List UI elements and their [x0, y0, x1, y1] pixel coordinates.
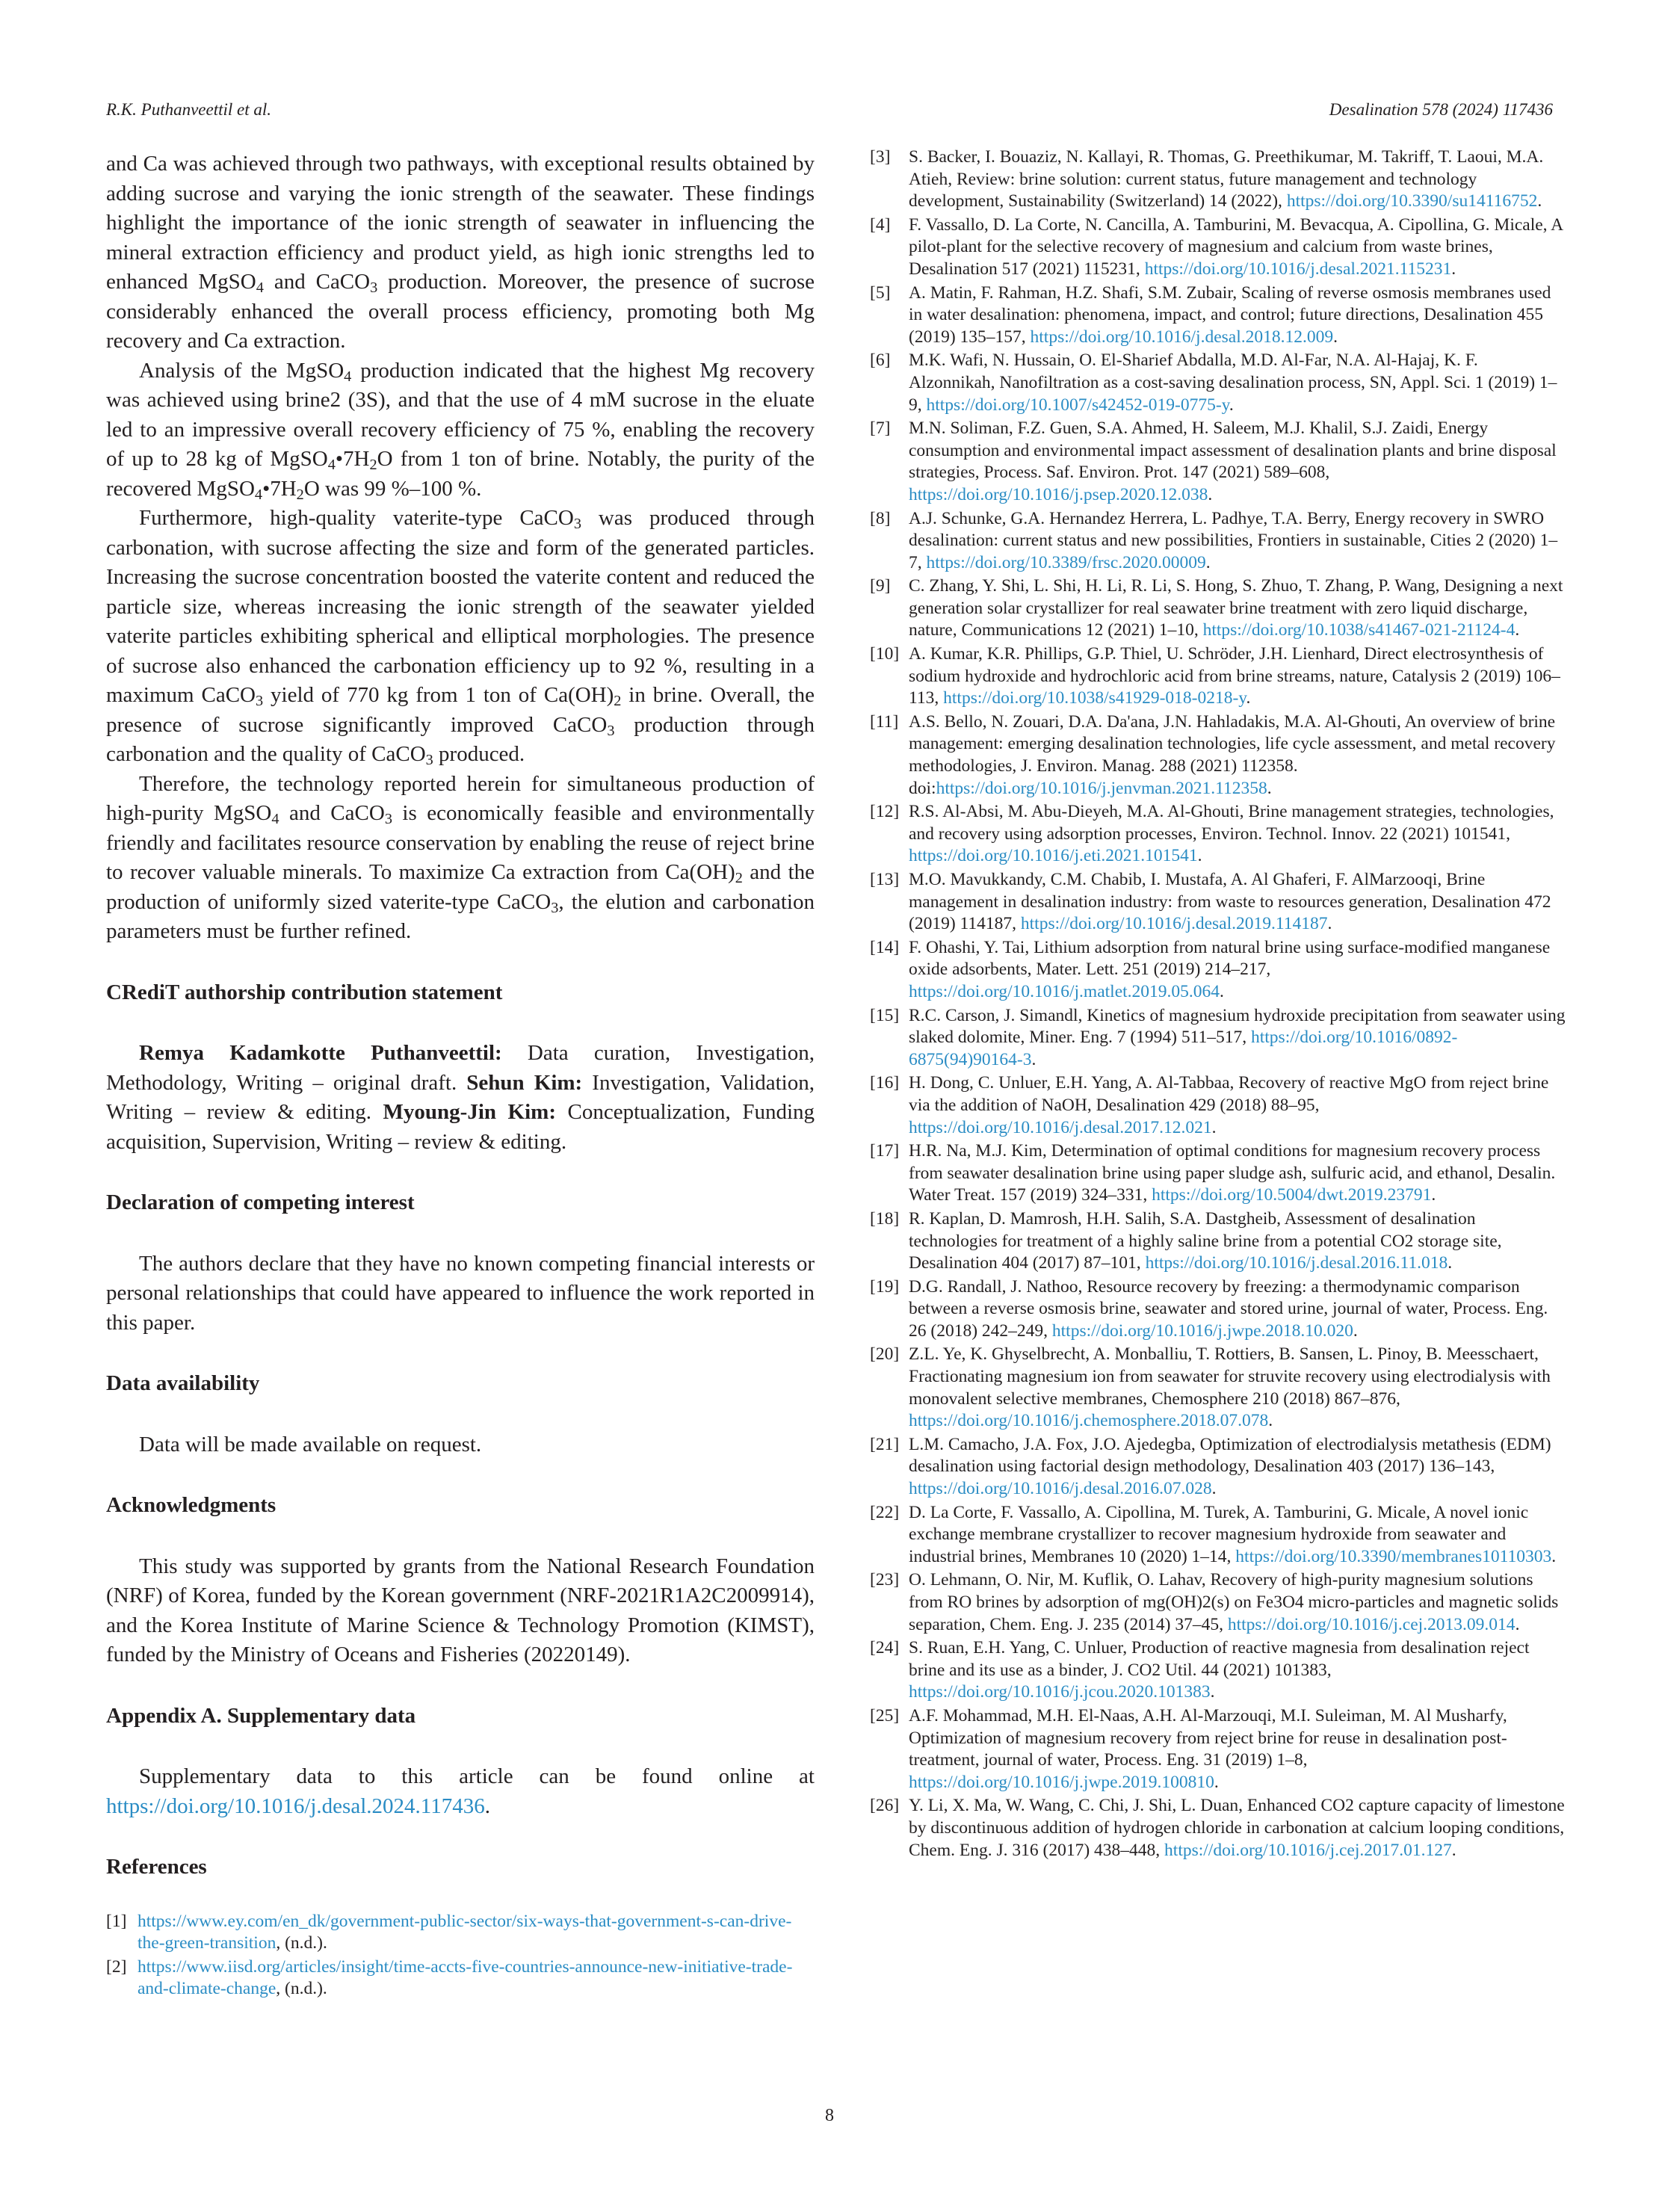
reference-number: [2] [106, 1956, 127, 1977]
reference-item [870, 1140, 1566, 1207]
reference-end: . [1327, 914, 1332, 934]
reference-end: , (n.d.). [276, 1979, 327, 1999]
conclusion-paragraph-3: Furthermore, high-quality vaterite-type CaCO$_3$ was produced through carbonation, with sucrose affecting the size and form of the generated particles. Increasing the sucrose concentration boosted the vaterite content and reduced the particle size, whereas increasing the ionic strength of the seawater yielded vaterite particles exhibiting spherical and elliptical morphologies. The presence of sucrose also enhanced the carbonation efficiency up to 92 %, resulting in a maximum CaCO$_3$ yield of 770 kg from 1 ton of $Ca(OH)_2$ in brine. Overall, the presence of sucrose significantly improved CaCO$_3$ production through carbonation and the quality of CaCO$_3$ produced. [106, 506, 815, 769]
reference-number: [3] [870, 147, 891, 167]
reference-link[interactable]: https://doi.org/10.1016/j.desal.2016.11.018 [1145, 1253, 1448, 1273]
reference-item [870, 1795, 1566, 1862]
reference-number: [16] [870, 1073, 900, 1093]
reference-text: S. Ruan, E.H. Yang, C. Unluer, Production of reactive magnesia from desalination reject brine and its use as a binder, J. CO2 Util. 44 (2021) 101383, [909, 1638, 1530, 1680]
reference-link[interactable]: https://doi.org/10.1016/j.chemosphere.2018.07.078 [909, 1411, 1269, 1431]
reference-text: R.S. Al-Absi, M. Abu-Dieyeh, M.A. Al-Ghouti, Brine management strategies, technologies, and recovery using adsorption processes, Environ. Technol. Innov. 22 (2021) 101541, [909, 802, 1554, 844]
reference-number: [18] [870, 1208, 900, 1229]
competing-interest-heading: Declaration of competing interest [106, 1190, 415, 1214]
reference-end: . [1197, 846, 1202, 866]
reference-link[interactable]: https://doi.org/10.1016/j.desal.2016.07.028 [909, 1479, 1212, 1499]
reference-number: [20] [870, 1344, 900, 1365]
reference-item [870, 1434, 1566, 1501]
reference-number: [10] [870, 644, 900, 664]
reference-number: [9] [870, 576, 891, 596]
reference-text: D. La Corte, F. Vassallo, A. Cipollina, M. Turek, A. Tamburini, G. Micale, A novel ionic exchange membrane crystallizer to recover magnesium hydroxide from seawater and industrial brines, Membranes 10 (2020) 1–14, [909, 1502, 1529, 1566]
data-availability-text: Data will be made available on request. [139, 1432, 482, 1456]
reference-number: [11] [870, 711, 899, 732]
reference-link[interactable]: https://doi.org/10.1007/s42452-019-0775-y [926, 395, 1229, 415]
reference-link[interactable]: https://doi.org/10.1016/j.psep.2020.12.038 [909, 484, 1208, 504]
reference-link[interactable]: https://doi.org/10.1038/s41929-018-0218-y [943, 688, 1246, 708]
reference-text: F. Vassallo, D. La Corte, N. Cancilla, A. Tamburini, M. Bevacqua, A. Cipollina, G. Micale, A pilot-plant for the selective recovery of magnesium and calcium from waste brines, Desalination 517 (2021) 115231, [909, 214, 1563, 279]
reference-number: [19] [870, 1276, 900, 1297]
reference-number: [7] [870, 418, 891, 439]
left-column [106, 149, 815, 2002]
reference-number: [5] [870, 282, 891, 303]
reference-text: Y. Li, X. Ma, W. Wang, C. Chi, J. Shi, L. Duan, Enhanced CO2 capture capacity of limestone by discontinuous addition of hydrogen chloride in carbonation at calcium looping conditions, Chem. Eng. J. 316 (2017) 438–448, [909, 1796, 1565, 1860]
reference-link[interactable]: https://doi.org/10.3389/frsc.2020.00009 [926, 552, 1206, 572]
reference-link[interactable]: https://doi.org/10.1016/j.cej.2013.09.014 [1227, 1614, 1516, 1634]
data-availability-heading: Data availability [106, 1371, 260, 1395]
reference-end: . [1451, 1840, 1456, 1860]
reference-end: . [1551, 1546, 1557, 1566]
reference-link[interactable]: https://doi.org/10.3390/su14116752 [1286, 191, 1538, 211]
reference-item [870, 350, 1566, 416]
reference-item [870, 711, 1566, 800]
reference-item [870, 1208, 1566, 1275]
reference-link[interactable]: https://doi.org/10.1016/j.jcou.2020.101383 [909, 1682, 1211, 1702]
reference-end: . [1205, 552, 1211, 572]
reference-text: F. Ohashi, Y. Tai, Lithium adsorption from natural brine using surface-modified manganese oxide adsorbents, Mater. Lett. 251 (2019) 214–217, [909, 937, 1551, 980]
reference-text: A. Kumar, K.R. Phillips, G.P. Thiel, U. Schröder, J.H. Lienhard, Direct electrosynthesis of sodium hydroxide and hydrochloric acid from brine streams, nature, Catalysis 2 (2019) 106–113, [909, 644, 1560, 708]
reference-text: M.N. Soliman, F.Z. Guen, S.A. Ahmed, H. Saleem, M.J. Khalil, S.J. Zaidi, Energy consumption and environmental impact assessment of desalination plants and brine disposal strategies, Process. Saf. Environ. Prot. 147 (2021) 589–608, [909, 418, 1557, 483]
reference-end: . [1208, 484, 1213, 504]
running-header-journal: Desalination 578 (2024) 117436 [1329, 100, 1553, 119]
reference-end: . [1211, 1479, 1217, 1499]
reference-item [870, 508, 1566, 575]
reference-link[interactable]: https://doi.org/10.1016/j.jwpe.2018.10.020 [1051, 1320, 1353, 1341]
reference-item [870, 869, 1566, 936]
reference-number: [12] [870, 802, 900, 822]
reference-end: . [1031, 1049, 1037, 1069]
reference-item [870, 418, 1566, 506]
reference-item [870, 801, 1566, 868]
reference-text: R.C. Carson, J. Simandl, Kinetics of magnesium hydroxide precipitation from seawater using slaked dolomite, Miner. Eng. 7 (1994) 511–517, [909, 1005, 1566, 1048]
reference-link[interactable]: https://doi.org/10.1038/s41467-021-21124-4 [1202, 620, 1516, 640]
reference-item [870, 1344, 1566, 1432]
reference-item [870, 1569, 1566, 1636]
reference-link[interactable]: https://doi.org/10.3390/membranes10110303 [1235, 1546, 1552, 1566]
page-number: 8 [825, 2106, 834, 2125]
reference-end: . [1220, 981, 1224, 1001]
reference-end: . [1431, 1185, 1436, 1205]
reference-text: R. Kaplan, D. Mamrosh, H.H. Salih, S.A. Dastgheib, Assessment of desalination technologies for treatment of a highly saline brine from a potential CO2 storage site, Desalination 404 (2017) 87–101, [909, 1208, 1502, 1273]
reference-text: A.F. Mohammad, M.H. El-Naas, A.H. Al-Marzouqi, M.I. Suleiman, M. Al Musharfy, Optimization of magnesium recovery from reject brine for reuse in desalination post-treatment, journal of water, Process. Eng. 31 (2019) 1–8, [909, 1705, 1507, 1770]
conclusion-paragraph-4: Therefore, the technology reported herein for simultaneous production of high-purity MgSO$_4$ and CaCO$_3$ is economically feasible and environmentally friendly and facilitates resource conservation by enabling the reuse of reject brine to recover valuable minerals. To maximize Ca extraction from $Ca(OH)_2$ and the production of uniformly sized vaterite-type CaCO$_3$, the elution and carbonation parameters must be further refined. [106, 771, 815, 943]
reference-end: , (n.d.). [276, 1933, 327, 1953]
running-header-authors: R.K. Puthanveettil et al. [106, 100, 272, 119]
right-column [870, 146, 1566, 1863]
reference-item [870, 575, 1566, 642]
reference-number: [14] [870, 937, 900, 957]
conclusion-paragraph-2: Analysis of the MgSO$_4$ production indicated that the highest Mg recovery was achieved using brine2 (3S), and that the use of 4 mM sucrose in the eluate led to an impressive overall recovery efficiency of 75 %, enabling the recovery of up to 28 kg of $MgSO_4•7H_2O$ from 1 ton of brine. Notably, the purity of the recovered $MgSO_4•7H_2O$ was 99 %–100 %. [106, 358, 815, 503]
reference-end: . [1451, 259, 1456, 279]
reference-number: [4] [870, 214, 891, 235]
reference-item [870, 1502, 1566, 1569]
reference-link[interactable]: https://doi.org/10.5004/dwt.2019.23791 [1152, 1185, 1432, 1205]
reference-text: A.J. Schunke, G.A. Hernandez Herrera, L. Padhye, T.A. Berry, Energy recovery in SWRO desalination: current status and new possibilities, Frontiers in sustainable, Cities 2 (2020) 1–7, [909, 508, 1558, 572]
reference-item [870, 282, 1566, 349]
reference-end: . [1448, 1253, 1453, 1273]
reference-link[interactable]: https://doi.org/10.1016/j.desal.2019.114187 [1020, 914, 1328, 934]
reference-link[interactable]: https://doi.org/10.1016/j.jenvman.2021.112358 [936, 778, 1267, 798]
reference-number: [17] [870, 1141, 900, 1161]
credit-heading: CRediT authorship contribution statement [106, 980, 503, 1004]
reference-number: [22] [870, 1502, 900, 1522]
reference-text: C. Zhang, Y. Shi, L. Shi, H. Li, R. Li, S. Hong, S. Zhuo, T. Zhang, P. Wang, Designing a next generation solar crystallizer for real seawater brine treatment with zero liquid discharge, nature, Communications 12 (2021) 1–10, [909, 576, 1563, 640]
reference-text: M.K. Wafi, N. Hussain, O. El-Sharief Abdalla, M.D. Al-Far, N.A. Al-Hajaj, K. F. Alzonnikah, Nanofiltration as a cost-saving desalination process, SN, Appl. Sci. 1 (2019) 1–9, [909, 350, 1557, 415]
acknowledgments-text: This study was supported by grants from the National Research Foundation (NRF) of Korea, funded by the Korean government (NRF-2021R1A2C2009914), and the Korea Institute of Marine Science & Technology Promotion (KIMST), funded by the Ministry of Oceans and Fisheries (20220149). [106, 1554, 815, 1666]
reference-text: D.G. Randall, J. Nathoo, Resource recovery by freezing: a thermodynamic comparison between a reverse osmosis brine, seawater and stored urine, journal of water, Process. Eng. 26 (2018) 242–249, [909, 1276, 1548, 1341]
reference-item [870, 1005, 1566, 1072]
reference-item [870, 1637, 1566, 1704]
reference-end: . [1537, 191, 1542, 211]
reference-text: H.R. Na, M.J. Kim, Determination of optimal conditions for magnesium recovery process from seawater desalination brine using paper sludge ash, sulfuric acid, and ethanol, Desalin. Water Treat. 157 (2019) 324–331, [909, 1141, 1556, 1205]
reference-number: [1] [106, 1911, 127, 1931]
reference-item [870, 146, 1566, 213]
appendix-link[interactable]: https://doi.org/10.1016/j.desal.2024.117436 [106, 1794, 485, 1818]
reference-end: . [1333, 327, 1338, 347]
reference-link[interactable]: https://doi.org/10.1016/j.jwpe.2019.100810 [909, 1772, 1214, 1792]
reference-text: A. Matin, F. Rahman, H.Z. Shafi, S.M. Zubair, Scaling of reverse osmosis membranes used in water desalination: phenomena, impact, and control; future directions, Desalination 455 (2019) 135–157, [909, 282, 1551, 347]
reference-link[interactable]: https://doi.org/10.1016/j.desal.2018.12.009 [1030, 327, 1334, 347]
reference-text: A.S. Bello, N. Zouari, D.A. Da'ana, J.N. Hahladakis, M.A. Al-Ghouti, An overview of brine management: emerging desalination technologies, life cycle assessment, and metal recovery methodologies, J. Environ. Manag. 288 (2021) 112358. doi: [909, 711, 1556, 798]
reference-text: O. Lehmann, O. Nir, M. Kuflik, O. Lahav, Recovery of high-purity magnesium solutions from RO brines by adsorption of mg(OH)2(s) on Fe3O4 micro-particles and magnetic solids separation, Chem. Eng. J. 235 (2014) 37–45, [909, 1570, 1559, 1634]
reference-number: [21] [870, 1434, 900, 1454]
reference-list-right [870, 146, 1566, 1862]
conclusion-paragraph-1: and Ca was achieved through two pathways, with exceptional results obtained by adding sucrose and varying the ionic strength of the seawater. These findings highlight the importance of the ionic strength of seawater in influencing the mineral extraction efficiency and product yield, as high ionic strengths led to enhanced MgSO$_4$ and CaCO$_3$ production. Moreover, the presence of sucrose considerably enhanced the overall process efficiency, promoting both Mg recovery and Ca extraction. [106, 152, 815, 353]
acknowledgments-heading: Acknowledgments [106, 1493, 276, 1517]
reference-end: . [1214, 1772, 1219, 1792]
reference-item [870, 643, 1566, 710]
reference-end: . [1515, 620, 1520, 640]
reference-link[interactable]: https://doi.org/10.1016/j.desal.2021.115231 [1144, 259, 1452, 279]
reference-text: Z.L. Ye, K. Ghyselbrecht, A. Monballiu, T. Rottiers, B. Sansen, L. Pinoy, B. Meesschaert, Fractionating magnesium ion from seawater for struvite recovery using electrodialysis with monovalent selective membranes, Chemosphere 210 (2018) 867–876, [909, 1344, 1551, 1409]
reference-link[interactable]: https://doi.org/10.1016/j.eti.2021.101541 [909, 846, 1198, 866]
reference-end: . [1211, 1117, 1217, 1137]
reference-item [870, 1705, 1566, 1794]
reference-number: [15] [870, 1005, 900, 1025]
reference-item [870, 214, 1566, 281]
reference-number: [26] [870, 1796, 900, 1816]
reference-number: [13] [870, 870, 900, 889]
reference-number: [23] [870, 1570, 900, 1590]
reference-end: . [1229, 395, 1234, 415]
reference-text: M.O. Mavukkandy, C.M. Chabib, I. Mustafa, A. Al Ghaferi, F. AlMarzooqi, Brine management in desalination industry: from waste to resources generation, Desalination 472 (2019) 114187, [909, 870, 1551, 934]
reference-text: H. Dong, C. Unluer, E.H. Yang, A. Al-Tabbaa, Recovery of reactive MgO from reject brine via the addition of NaOH, Desalination 429 (2018) 88–95, [909, 1073, 1549, 1115]
reference-number: [8] [870, 508, 891, 528]
reference-link[interactable]: https://doi.org/10.1016/j.matlet.2019.05.064 [909, 981, 1220, 1001]
reference-number: [6] [870, 350, 891, 371]
reference-item [106, 1911, 815, 1955]
appendix-heading: Appendix A. Supplementary data [106, 1703, 416, 1728]
reference-number: [25] [870, 1705, 900, 1726]
reference-item [106, 1956, 815, 2001]
reference-end: . [1210, 1682, 1215, 1702]
reference-link[interactable]: https://doi.org/10.1016/j.cej.2017.01.127 [1164, 1840, 1452, 1860]
competing-interest-text: The authors declare that they have no known competing financial interests or personal relationships that could have appeared to influence the work reported in this paper. [106, 1251, 815, 1335]
credit-statement: Remya Kadamkotte Puthanveettil: Data curation, Investigation, Methodology, Writing – original draft. Sehun Kim: Investigation, Validation, Writing – review & editing. Myoung-Jin Kim: Conceptualization, Funding acquisition, Supervision, Writing – review & editing. [106, 1041, 815, 1154]
reference-list-left [106, 1911, 815, 2001]
reference-end: . [1268, 1411, 1273, 1431]
reference-end: . [1353, 1320, 1358, 1341]
reference-end: . [1267, 778, 1272, 798]
reference-item [870, 1072, 1566, 1139]
reference-text: S. Backer, I. Bouaziz, N. Kallayi, R. Thomas, G. Preethikumar, M. Takriff, T. Laoui, M.A. Atieh, Review: brine solution: current status, future management and technology development, Sustainability (Switzerland) 14 (2022), [909, 147, 1544, 211]
reference-link[interactable]: https://www.ey.com/en_dk/government-public-sector/six-ways-that-government-s-can-drive-the-green-transition [138, 1911, 792, 1953]
reference-link[interactable]: https://www.iisd.org/articles/insight/time-accts-five-countries-announce-new-initiative-trade-and-climate-change [138, 1956, 793, 1999]
reference-link[interactable]: https://doi.org/10.1016/j.desal.2017.12.021 [909, 1117, 1212, 1137]
reference-item [870, 1276, 1566, 1343]
reference-link[interactable]: https://doi.org/10.1016/0892-6875(94)90164-3 [909, 1028, 1458, 1069]
reference-end: . [1515, 1614, 1520, 1634]
reference-number: [24] [870, 1638, 900, 1658]
reference-item [870, 937, 1566, 1004]
reference-end: . [1246, 688, 1251, 708]
references-heading: References [106, 1855, 207, 1879]
appendix-text: Supplementary data to this article can be found online at https://doi.org/10.1016/j.desal.2024.117436. [106, 1764, 815, 1818]
reference-text: L.M. Camacho, J.A. Fox, J.O. Ajedegba, Optimization of electrodialysis metathesis (EDM) desalination using factorial design methodology, Desalination 403 (2017) 136–143, [909, 1434, 1551, 1477]
